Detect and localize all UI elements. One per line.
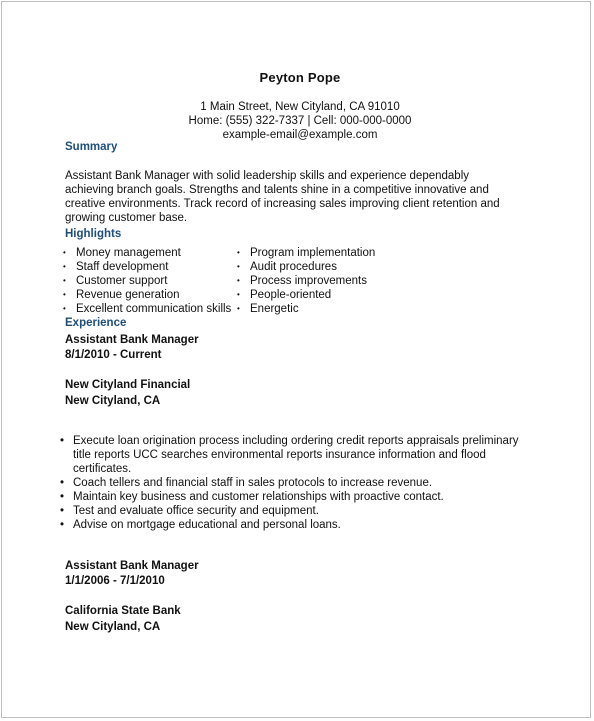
highlight-item: • Staff development [63,261,169,273]
highlights-right-list [239,246,375,316]
company-name: California State Bank [65,605,181,617]
job-title: Assistant Bank Manager [65,560,199,572]
bullet-icon: • [63,276,66,285]
job-dates: 1/1/2006 - 7/1/2010 [65,575,165,587]
bullet-icon: • [63,290,66,299]
bullet-icon: • [237,262,240,271]
bullet-icon: • [60,491,65,503]
company-location: New Cityland, CA [65,621,161,633]
summary-heading: Summary [65,141,118,153]
duty-item: • Maintain key business and customer relationships with proactive contact. [60,491,444,503]
address-line: 1 Main Street, New Cityland, CA 91010 [200,101,400,113]
bullet-icon: • [237,276,240,285]
bullet-icon: • [63,262,66,271]
highlight-item: • Revenue generation [63,289,180,301]
highlights-heading: Highlights [65,228,122,240]
experience-heading: Experience [65,317,127,329]
bullet-icon: • [60,435,65,447]
bullet-icon: • [63,304,66,313]
highlight-item: • People-oriented [237,289,332,301]
highlight-item: • Audit procedures [237,261,337,273]
bullet-icon: • [60,505,65,517]
bullet-icon: • [60,477,65,489]
highlight-item: • Customer support [63,275,168,287]
highlight-item: • Energetic [237,303,299,315]
highlight-item: • Money management [63,247,181,259]
phone-line: Home: (555) 322-7337 | Cell: 000-000-0000 [188,115,412,127]
highlight-item: • Program implementation [237,247,376,259]
highlights-left-list [65,246,231,316]
summary-text: Assistant Bank Manager with solid leadership skills and experience dependably achieving branch goals. Strengths and talents shine in a competitive innovative and creative environments. Track record of increasing sales improving client retention and growing customer base. [65,170,500,224]
duty-item: • Execute loan origination process including ordering credit reports appraisals preliminary title reports UCC searches environmental reports insurance information and flood certificates. [60,435,519,475]
bullet-icon: • [237,290,240,299]
email-line: example-email@example.com [222,129,378,141]
duty-item: • Coach tellers and financial staff in sales protocols to increase revenue. [60,477,433,489]
bullet-icon: • [237,248,240,257]
bullet-icon: • [60,519,65,531]
highlight-item: • Excellent communication skills [63,303,232,315]
bullet-icon: • [63,248,66,257]
job-duties-list [60,434,536,532]
job-title: Assistant Bank Manager [65,334,199,346]
job-dates: 8/1/2010 - Current [65,349,162,361]
company-name: New Cityland Financial [65,379,191,391]
duty-item: • Advise on mortgage educational and personal loans. [60,519,341,531]
candidate-name: Peyton Pope [259,70,341,85]
bullet-icon: • [237,304,240,313]
duty-item: • Test and evaluate office security and equipment. [60,505,319,517]
highlight-item: • Process improvements [237,275,367,287]
company-location: New Cityland, CA [65,395,161,407]
